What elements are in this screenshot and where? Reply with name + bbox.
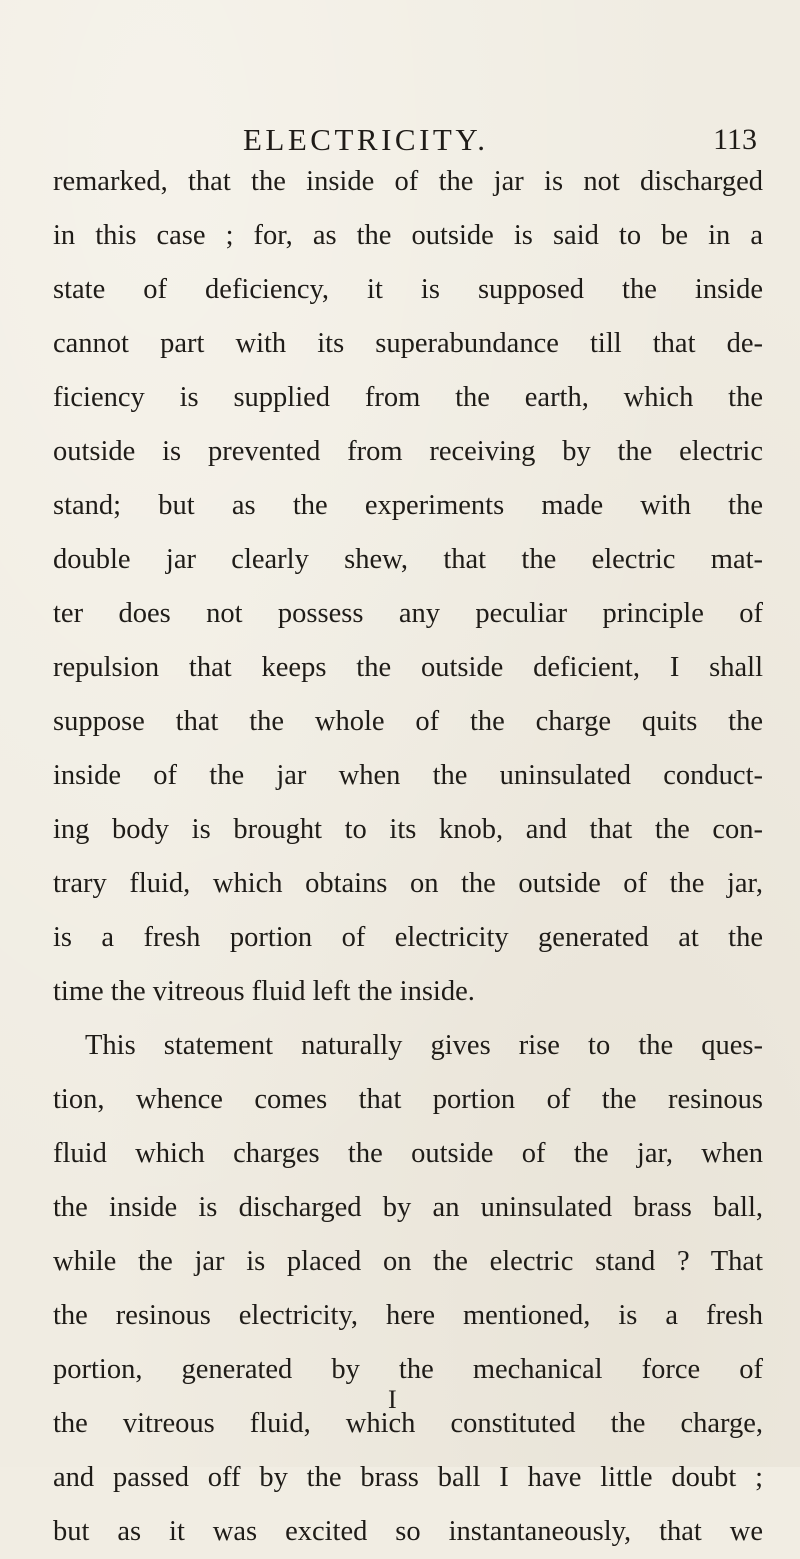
text-line: the resinous electricity, here mentioned, is a fresh — [53, 1300, 763, 1331]
text-line: inside of the jar when the uninsulated conduct- — [53, 760, 763, 791]
text-line: ficiency is supplied from the earth, which the — [53, 382, 763, 413]
text-line: ter does not possess any peculiar principle of — [53, 598, 763, 629]
text-line: suppose that the whole of the charge quits the — [53, 706, 763, 737]
text-line: double jar clearly shew, that the electric mat- — [53, 544, 763, 575]
text-line: cannot part with its superabundance till that de- — [53, 328, 763, 359]
body-text — [53, 155, 763, 1559]
text-line: ing body is brought to its knob, and that the con- — [53, 814, 763, 845]
page-number: 113 — [713, 123, 757, 156]
text-line: tion, whence comes that portion of the resinous — [53, 1084, 763, 1115]
running-head — [0, 120, 800, 160]
text-line: portion, generated by the mechanical force of — [53, 1354, 763, 1385]
text-line-paragraph-end: time the vitreous fluid left the inside. — [53, 976, 475, 1007]
text-line: fluid which charges the outside of the jar, when — [53, 1138, 763, 1169]
text-line: remarked, that the inside of the jar is not discharged — [53, 166, 763, 197]
text-line: stand; but as the experiments made with the — [53, 490, 763, 521]
text-line: trary fluid, which obtains on the outside of the jar, — [53, 868, 763, 899]
text-line: in this case ; for, as the outside is said to be in a — [53, 220, 763, 251]
text-line: and passed off by the brass ball I have little doubt ; — [53, 1462, 763, 1493]
text-line: repulsion that keeps the outside deficient, I shall — [53, 652, 763, 683]
text-line: but as it was excited so instantaneously, that we — [53, 1516, 763, 1547]
text-line: the vitreous fluid, which constituted the charge, — [53, 1408, 763, 1439]
running-title: ELECTRICITY. — [243, 122, 489, 157]
text-line: while the jar is placed on the electric stand ? That — [53, 1246, 763, 1277]
text-line: the inside is discharged by an uninsulated brass ball, — [53, 1192, 763, 1223]
text-line: state of deficiency, it is supposed the inside — [53, 274, 763, 305]
text-line: is a fresh portion of electricity generated at the — [53, 922, 763, 953]
signature-mark: I — [388, 1385, 397, 1414]
text-line: outside is prevented from receiving by the electric — [53, 436, 763, 467]
text-line-paragraph-start: This statement naturally gives rise to the ques- — [85, 1030, 763, 1061]
